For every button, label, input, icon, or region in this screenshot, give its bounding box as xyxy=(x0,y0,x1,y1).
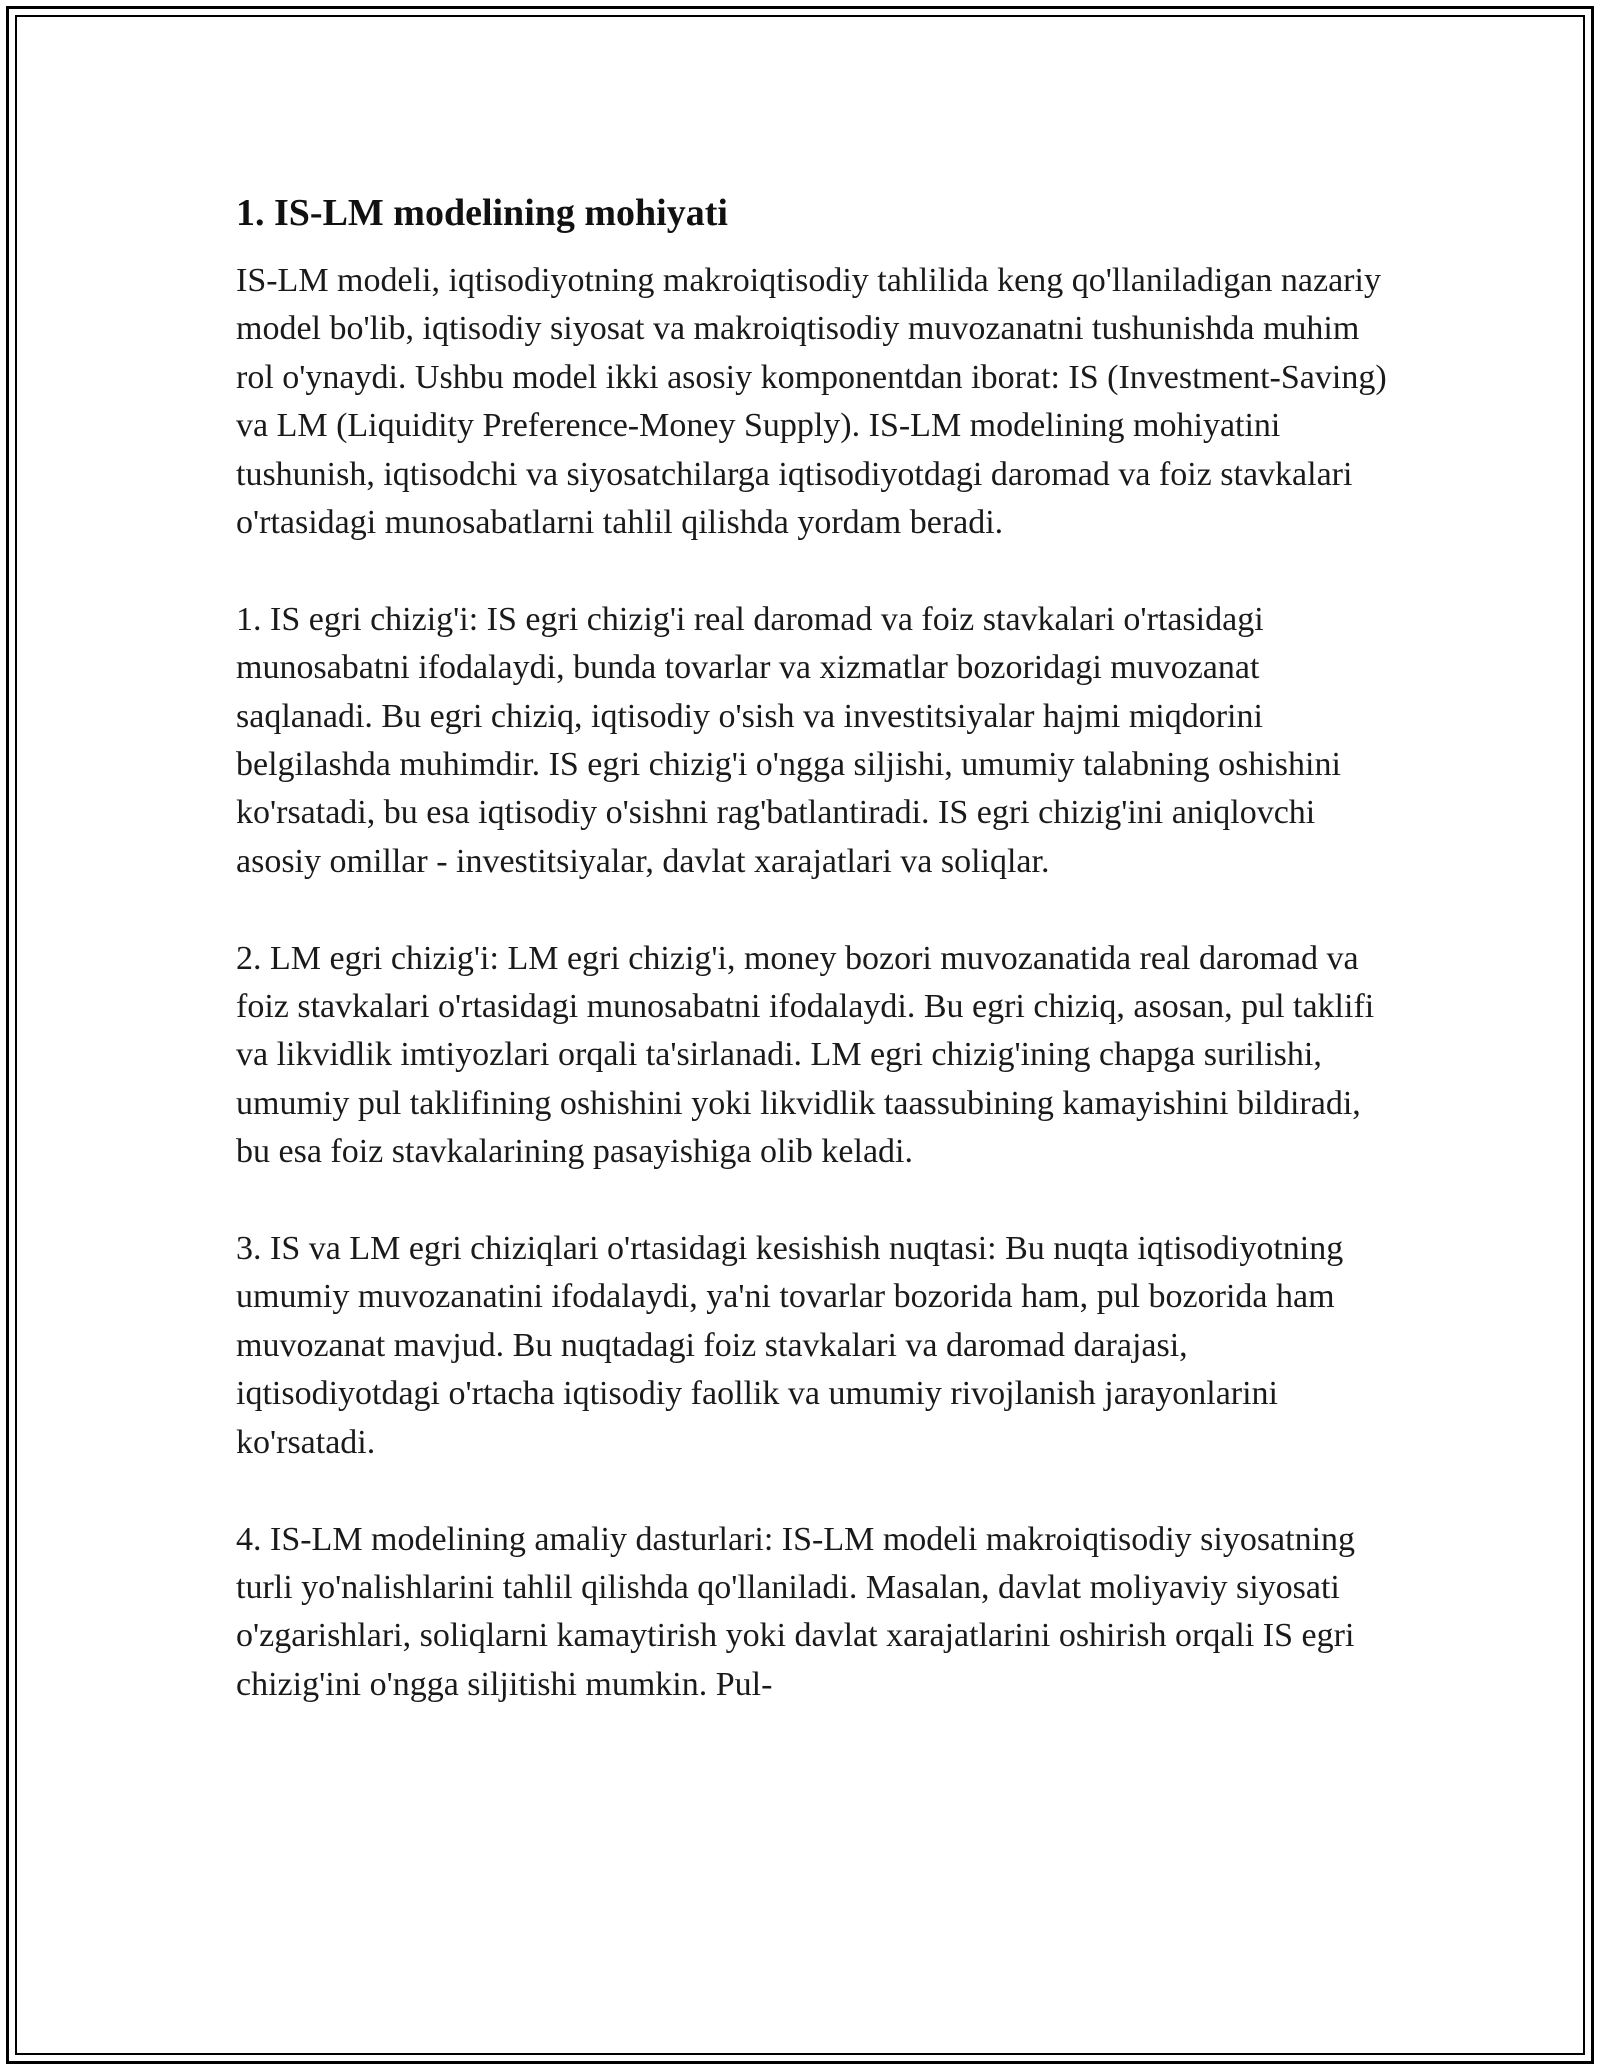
intro-paragraph: IS-LM modeli, iqtisodiyotning makroiqtisodiy tahlilida keng qo'llaniladigan nazariy model bo'lib, iqtisodiy siyosat va makroiqtisodiy muvozanatni tushunishda muhim rol o'ynaydi. Ushbu model ikki asosiy komponentdan iborat: IS (Investment-Saving) va LM (Liquidity Preference-Money Supply). IS-LM modelining mohiyatini tushunish, iqtisodchi va siyosatchilarga iqtisodiyotdagi daromad va foiz stavkalari o'rtasidagi munosabatlarni tahlil qilishda yordam beradi. xyxy=(236,262,1387,542)
document-body xyxy=(236,185,1396,1709)
applications-paragraph: 4. IS-LM modelining amaliy dasturlari: IS-LM modeli makroiqtisodiy siyosatning turli yo'nalishlarini tahlil qilishda qo'llaniladi. Masalan, davlat moliyaviy siyosati o'zgarishlari, soliqlarni kamaytirish yoki davlat xarajatlarini oshirish orqali IS egri chizig'ini o'ngga siljitishi mumkin. Pul- xyxy=(236,1520,1356,1703)
is-curve-paragraph: 1. IS egri chizig'i: IS egri chizig'i real daromad va foiz stavkalari o'rtasidagi munosabatni ifodalaydi, bunda tovarlar va xizmatlar bozoridagi muvozanat saqlanadi. Bu egri chiziq, iqtisodiy o'sish va investitsiyalar hajmi miqdorini belgilashda muhimdir. IS egri chizig'i o'ngga siljishi, umumiy talabning oshishini ko'rsatadi, bu esa iqtisodiy o'sishni rag'batlantiradi. IS egri chizig'ini aniqlovchi asosiy omillar - investitsiyalar, davlat xarajatlari va soliqlar. xyxy=(236,600,1341,880)
intersection-paragraph: 3. IS va LM egri chiziqlari o'rtasidagi kesishish nuqtasi: Bu nuqta iqtisodiyotning umumiy muvozanatini ifodalaydi, ya'ni tovarlar bozorida ham, pul bozorida ham muvozanat mavjud. Bu nuqtadagi foiz stavkalari va daromad darajasi, iqtisodiyotdagi o'rtacha iqtisodiy faollik va umumiy rivojlanish jarayonlarini ko'rsatadi. xyxy=(236,1230,1344,1461)
lm-curve-paragraph: 2. LM egri chizig'i: LM egri chizig'i, money bozori muvozanatida real daromad va foiz stavkalari o'rtasidagi munosabatni ifodalaydi. Bu egri chiziq, asosan, pul taklifi va likvidlik imtiyozlari orqali ta'sirlanadi. LM egri chizig'ining chapga surilishi, umumiy pul taklifining oshishini yoki likvidlik taassubining kamayishini bildiradi, bu esa foiz stavkalarining pasayishiga olib keladi. xyxy=(236,939,1375,1171)
section-heading: 1. IS-LM modelining mohiyati xyxy=(236,192,728,234)
